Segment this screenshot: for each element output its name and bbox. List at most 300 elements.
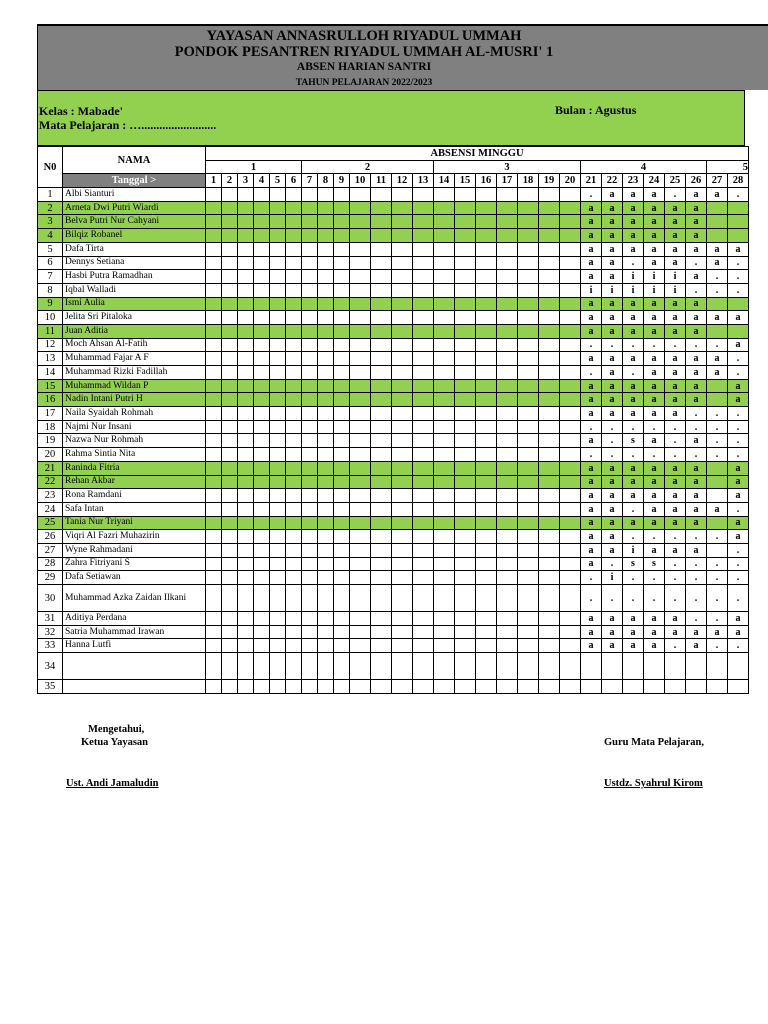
attendance-mark <box>707 543 728 557</box>
day-cell <box>518 215 539 229</box>
day-cell <box>476 229 497 243</box>
day-cell <box>392 475 413 489</box>
day-cell <box>455 188 476 202</box>
day-cell <box>413 653 434 680</box>
day-cell <box>434 543 455 557</box>
day-cell <box>413 489 434 503</box>
day-cell <box>539 543 560 557</box>
day-cell <box>222 242 238 256</box>
attendance-mark: a <box>623 297 644 311</box>
attendance-mark: a <box>581 201 602 215</box>
attendance-mark: a <box>581 530 602 544</box>
day-cell <box>286 407 302 421</box>
school-year: TAHUN PELAJARAN 2022/2023 <box>295 78 433 88</box>
day-number: 3 <box>238 174 254 188</box>
day-cell <box>560 639 581 653</box>
day-cell <box>334 366 350 380</box>
student-name: Bilqiz Robanel <box>63 229 206 243</box>
day-cell <box>206 311 222 325</box>
attendance-mark: a <box>602 393 623 407</box>
day-cell <box>254 489 270 503</box>
day-cell <box>560 502 581 516</box>
attendance-mark: . <box>707 557 728 571</box>
day-cell <box>413 448 434 462</box>
day-cell <box>539 475 560 489</box>
day-cell <box>497 256 518 270</box>
day-cell <box>455 407 476 421</box>
day-cell <box>413 283 434 297</box>
day-cell <box>334 407 350 421</box>
day-cell <box>206 489 222 503</box>
day-cell <box>318 311 334 325</box>
day-cell <box>518 201 539 215</box>
day-cell <box>270 297 286 311</box>
attendance-mark: a <box>623 625 644 639</box>
sheet-header <box>37 24 768 90</box>
student-name: Nadin Intani Putri H <box>63 393 206 407</box>
attendance-mark: . <box>644 420 665 434</box>
attendance-mark <box>707 653 728 680</box>
day-cell <box>518 338 539 352</box>
day-cell <box>270 283 286 297</box>
day-cell <box>539 352 560 366</box>
day-cell <box>254 393 270 407</box>
day-cell <box>334 680 350 694</box>
day-cell <box>497 407 518 421</box>
table-row <box>38 585 749 612</box>
day-cell <box>434 557 455 571</box>
day-cell <box>518 393 539 407</box>
day-cell <box>518 530 539 544</box>
row-number: 26 <box>38 530 63 544</box>
attendance-mark: i <box>602 571 623 585</box>
day-cell <box>206 448 222 462</box>
day-cell <box>560 297 581 311</box>
day-cell <box>350 338 371 352</box>
day-cell <box>206 461 222 475</box>
day-cell <box>318 324 334 338</box>
attendance-mark: a <box>581 639 602 653</box>
day-cell <box>476 297 497 311</box>
day-cell <box>476 324 497 338</box>
attendance-mark: a <box>644 475 665 489</box>
day-cell <box>222 653 238 680</box>
attendance-mark: a <box>665 502 686 516</box>
day-cell <box>334 352 350 366</box>
attendance-mark: a <box>686 215 707 229</box>
day-cell <box>286 393 302 407</box>
day-cell <box>318 680 334 694</box>
day-cell <box>302 475 318 489</box>
day-cell <box>455 215 476 229</box>
day-cell <box>270 461 286 475</box>
day-cell <box>222 639 238 653</box>
attendance-mark: . <box>665 530 686 544</box>
day-cell <box>518 489 539 503</box>
student-name: Rehan Akbar <box>63 475 206 489</box>
day-cell <box>318 434 334 448</box>
row-number: 34 <box>38 653 63 680</box>
student-name: Muhammad Wildan P <box>63 379 206 393</box>
attendance-mark: a <box>707 256 728 270</box>
student-name: Muhammad Fajar A F <box>63 352 206 366</box>
attendance-mark: a <box>581 557 602 571</box>
day-cell <box>222 270 238 284</box>
attendance-mark: i <box>665 270 686 284</box>
attendance-mark: a <box>623 393 644 407</box>
attendance-mark: i <box>623 270 644 284</box>
row-number: 9 <box>38 297 63 311</box>
student-name: Rona Ramdani <box>63 489 206 503</box>
attendance-mark: . <box>686 557 707 571</box>
day-cell <box>206 256 222 270</box>
day-cell <box>334 571 350 585</box>
day-cell <box>206 338 222 352</box>
day-cell <box>434 407 455 421</box>
day-cell <box>222 324 238 338</box>
day-cell <box>222 420 238 434</box>
day-cell <box>318 516 334 530</box>
attendance-mark: a <box>581 407 602 421</box>
day-cell <box>334 379 350 393</box>
attendance-mark: a <box>602 311 623 325</box>
attendance-mark: a <box>665 516 686 530</box>
day-cell <box>334 338 350 352</box>
day-cell <box>206 420 222 434</box>
attendance-mark <box>707 201 728 215</box>
day-cell <box>518 297 539 311</box>
attendance-mark: . <box>707 283 728 297</box>
day-cell <box>318 489 334 503</box>
attendance-mark: . <box>665 420 686 434</box>
day-cell <box>539 324 560 338</box>
day-cell <box>434 461 455 475</box>
day-cell <box>392 242 413 256</box>
day-cell <box>222 366 238 380</box>
day-cell <box>254 530 270 544</box>
day-cell <box>476 639 497 653</box>
day-number: 27 <box>707 174 728 188</box>
attendance-mark: . <box>623 448 644 462</box>
day-cell <box>455 311 476 325</box>
day-cell <box>350 311 371 325</box>
attendance-mark: . <box>707 530 728 544</box>
day-cell <box>222 461 238 475</box>
day-cell <box>371 489 392 503</box>
day-cell <box>350 229 371 243</box>
day-cell <box>222 338 238 352</box>
attendance-mark: . <box>602 585 623 612</box>
attendance-mark: a <box>623 324 644 338</box>
day-cell <box>392 585 413 612</box>
attendance-mark: . <box>665 557 686 571</box>
attendance-mark: . <box>623 256 644 270</box>
attendance-mark: a <box>665 215 686 229</box>
attendance-mark: a <box>602 201 623 215</box>
day-cell <box>434 393 455 407</box>
row-number: 16 <box>38 393 63 407</box>
day-cell <box>334 543 350 557</box>
row-number: 29 <box>38 571 63 585</box>
attendance-mark: . <box>686 283 707 297</box>
attendance-mark: a <box>665 201 686 215</box>
day-cell <box>455 639 476 653</box>
attendance-mark: . <box>707 448 728 462</box>
day-cell <box>455 571 476 585</box>
attendance-mark: a <box>581 434 602 448</box>
day-cell <box>238 379 254 393</box>
attendance-mark: a <box>644 352 665 366</box>
day-cell <box>392 434 413 448</box>
row-number: 8 <box>38 283 63 297</box>
day-cell <box>334 448 350 462</box>
day-cell <box>518 585 539 612</box>
day-cell <box>318 379 334 393</box>
day-cell <box>560 530 581 544</box>
day-cell <box>222 407 238 421</box>
day-cell <box>318 571 334 585</box>
day-cell <box>434 297 455 311</box>
day-cell <box>392 461 413 475</box>
day-cell <box>270 475 286 489</box>
day-cell <box>560 461 581 475</box>
day-cell <box>254 461 270 475</box>
day-cell <box>286 283 302 297</box>
day-cell <box>318 530 334 544</box>
day-cell <box>497 229 518 243</box>
day-cell <box>392 680 413 694</box>
attendance-mark: a <box>665 625 686 639</box>
attendance-mark: a <box>665 229 686 243</box>
day-cell <box>302 270 318 284</box>
day-cell <box>497 530 518 544</box>
attendance-mark: a <box>602 407 623 421</box>
student-name: Zahra Fitriyani S <box>63 557 206 571</box>
attendance-mark: a <box>707 188 728 202</box>
day-cell <box>497 625 518 639</box>
day-cell <box>270 366 286 380</box>
week-header: 3 <box>434 160 581 174</box>
attendance-mark: a <box>623 475 644 489</box>
table-row <box>38 311 749 325</box>
attendance-mark: a <box>728 530 749 544</box>
attendance-mark: a <box>728 379 749 393</box>
day-cell <box>560 557 581 571</box>
attendance-mark: a <box>728 612 749 626</box>
table-row <box>38 502 749 516</box>
foundation-name: YAYASAN ANNASRULLOH RIYADUL UMMAH <box>206 28 522 44</box>
day-cell <box>392 489 413 503</box>
day-cell <box>318 612 334 626</box>
row-number: 13 <box>38 352 63 366</box>
attendance-mark: . <box>728 188 749 202</box>
day-cell <box>238 516 254 530</box>
day-number: 10 <box>350 174 371 188</box>
day-cell <box>560 256 581 270</box>
day-cell <box>539 448 560 462</box>
attendance-mark: a <box>581 502 602 516</box>
day-cell <box>476 283 497 297</box>
student-name: Viqri Al Fazri Muhazirin <box>63 530 206 544</box>
day-cell <box>286 557 302 571</box>
day-cell <box>238 502 254 516</box>
attendance-mark: a <box>581 612 602 626</box>
attendance-mark: a <box>644 201 665 215</box>
day-cell <box>222 502 238 516</box>
day-cell <box>476 242 497 256</box>
day-cell <box>560 352 581 366</box>
attendance-mark: . <box>686 256 707 270</box>
day-number: 5 <box>270 174 286 188</box>
attendance-mark: a <box>623 242 644 256</box>
day-cell <box>497 639 518 653</box>
day-cell <box>371 585 392 612</box>
attendance-mark: . <box>728 571 749 585</box>
day-cell <box>222 229 238 243</box>
attendance-mark: . <box>686 448 707 462</box>
day-cell <box>539 283 560 297</box>
table-row <box>38 270 749 284</box>
day-cell <box>518 653 539 680</box>
attendance-mark: a <box>623 215 644 229</box>
attendance-mark: a <box>581 475 602 489</box>
day-cell <box>254 256 270 270</box>
attendance-mark <box>665 680 686 694</box>
week-header: 2 <box>302 160 434 174</box>
day-cell <box>254 639 270 653</box>
day-cell <box>350 502 371 516</box>
day-cell <box>254 625 270 639</box>
day-cell <box>254 475 270 489</box>
acknowledge-label: Mengetahui, <box>88 724 145 735</box>
day-cell <box>222 543 238 557</box>
day-cell <box>270 201 286 215</box>
day-cell <box>560 242 581 256</box>
day-cell <box>413 407 434 421</box>
day-cell <box>476 461 497 475</box>
attendance-mark: a <box>644 502 665 516</box>
attendance-mark <box>728 324 749 338</box>
attendance-mark: a <box>665 489 686 503</box>
day-cell <box>238 297 254 311</box>
attendance-mark: a <box>581 242 602 256</box>
day-cell <box>238 461 254 475</box>
day-cell <box>539 557 560 571</box>
day-cell <box>392 366 413 380</box>
day-cell <box>238 530 254 544</box>
day-cell <box>318 420 334 434</box>
day-cell <box>560 625 581 639</box>
day-cell <box>434 324 455 338</box>
day-cell <box>222 283 238 297</box>
day-cell <box>286 270 302 284</box>
day-cell <box>560 571 581 585</box>
attendance-mark: a <box>686 543 707 557</box>
table-row <box>38 242 749 256</box>
day-number: 12 <box>392 174 413 188</box>
day-number: 24 <box>644 174 665 188</box>
day-cell <box>254 571 270 585</box>
day-cell <box>560 407 581 421</box>
day-cell <box>334 434 350 448</box>
day-cell <box>350 420 371 434</box>
day-cell <box>270 489 286 503</box>
attendance-mark: a <box>707 366 728 380</box>
day-cell <box>413 434 434 448</box>
day-cell <box>286 680 302 694</box>
day-cell <box>497 270 518 284</box>
student-name: Rahma Sintia Nita <box>63 448 206 462</box>
day-cell <box>270 434 286 448</box>
day-cell <box>497 201 518 215</box>
attendance-mark: a <box>644 407 665 421</box>
row-number: 5 <box>38 242 63 256</box>
attendance-mark: . <box>581 585 602 612</box>
day-cell <box>206 324 222 338</box>
row-number: 24 <box>38 502 63 516</box>
day-cell <box>497 516 518 530</box>
day-cell <box>238 283 254 297</box>
day-cell <box>371 653 392 680</box>
day-cell <box>302 639 318 653</box>
day-cell <box>254 379 270 393</box>
student-name: Safa Intan <box>63 502 206 516</box>
day-cell <box>302 434 318 448</box>
student-name: Albi Sianturi <box>63 188 206 202</box>
attendance-mark: a <box>623 612 644 626</box>
day-cell <box>476 680 497 694</box>
day-cell <box>413 324 434 338</box>
table-row <box>38 229 749 243</box>
attendance-mark: a <box>602 297 623 311</box>
day-cell <box>392 502 413 516</box>
table-row <box>38 352 749 366</box>
attendance-mark: a <box>665 393 686 407</box>
day-cell <box>270 420 286 434</box>
day-cell <box>392 352 413 366</box>
day-cell <box>238 639 254 653</box>
day-cell <box>286 543 302 557</box>
day-cell <box>476 366 497 380</box>
student-name <box>63 653 206 680</box>
day-cell <box>455 434 476 448</box>
row-number: 10 <box>38 311 63 325</box>
day-cell <box>455 242 476 256</box>
day-cell <box>434 338 455 352</box>
day-cell <box>270 625 286 639</box>
attendance-mark: a <box>686 242 707 256</box>
day-cell <box>434 639 455 653</box>
table-row <box>38 639 749 653</box>
day-cell <box>206 201 222 215</box>
day-cell <box>318 297 334 311</box>
class-info <box>37 90 745 146</box>
attendance-mark: a <box>707 352 728 366</box>
day-cell <box>497 379 518 393</box>
day-cell <box>222 557 238 571</box>
day-cell <box>318 502 334 516</box>
attendance-mark: a <box>581 461 602 475</box>
day-cell <box>518 461 539 475</box>
attendance-mark: a <box>728 489 749 503</box>
day-cell <box>334 461 350 475</box>
day-cell <box>270 680 286 694</box>
day-cell <box>222 516 238 530</box>
attendance-weeks-header: ABSENSI MINGGU <box>206 147 749 161</box>
day-cell <box>371 256 392 270</box>
attendance-mark: a <box>686 379 707 393</box>
table-row <box>38 324 749 338</box>
